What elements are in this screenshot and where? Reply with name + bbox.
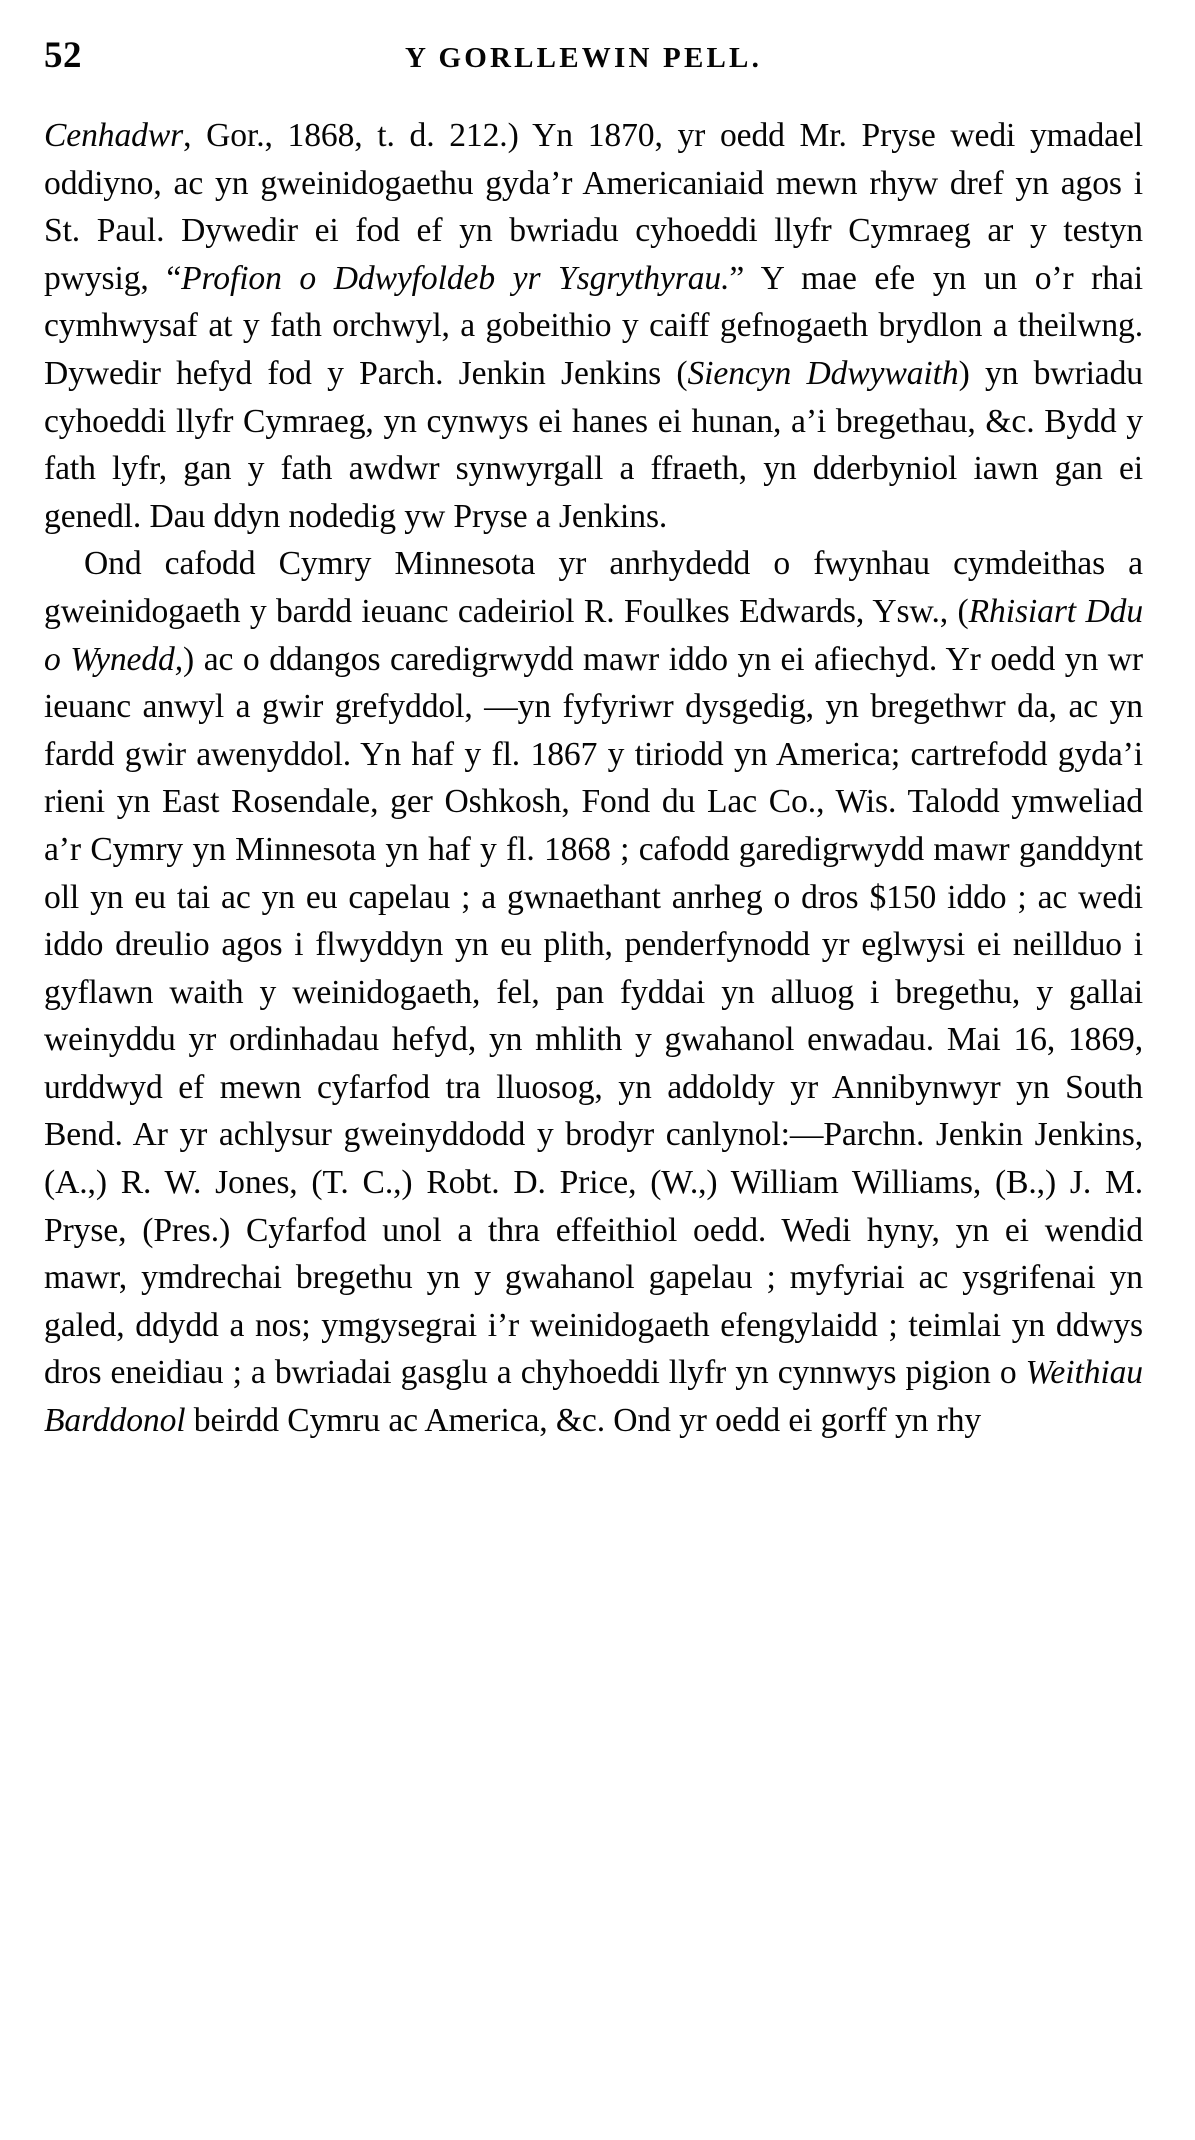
page-edge-shading [1169, 0, 1195, 2140]
italic-run: Rhisiart Ddu o Wynedd, [44, 592, 1144, 678]
italic-run: Profion o Ddwyfoldeb yr Ysgrythyrau. [181, 259, 730, 297]
text-run: Ond cafodd Cymry Minnesota yr anrhydedd o fwynhau cymdeithas a gweinidogaeth y bardd ieuanc cadeiriol R. Foulkes Edwards, Ysw., ( [44, 545, 1143, 630]
text-run: ) ac o ddangos caredigrwydd mawr iddo yn ei afiechyd. Yr oedd yn wr ieuanc anwyl a gwir grefyddol, —yn fyfyriwr dysgedig, yn bregethwr da, ac yn fardd gwir awenyddol. Yn haf y fl. 1867 y tiriodd yn America; cartrefodd gyda’i rieni yn East Rosendale, ger Oshkosh, Fond du Lac Co., Wis. Talodd ymweliad a’r Cymry yn Minnesota yn haf y fl. 1868 ; cafodd garedigrwydd mawr ganddynt oll yn eu tai ac yn eu capelau ; a gwnaethant anrheg o dros $150 iddo ; ac wedi iddo dreulio agos i flwyddyn yn eu plith, penderfynodd yr eglwysi ei neillduo i gyflawn waith y weinidogaeth, fel, pan fyddai yn alluog i bregethu, y gallai weinyddu yr ordinhadau hefyd, yn mhlith y gwahanol enwadau. Mai 16, 1869, urddwyd ef mewn cyfarfod tra lluosog, yn addoldy yr Annibynwyr yn South Bend. Ar yr achlysur gweinyddodd y brodyr canlynol:—Parchn. Jenkin Jenkins, (A.,) R. W. Jones, (T. C.,) Robt. D. Price, (W.,) William Williams, (B.,) J. M. Pryse, (Pres.) Cyfarfod unol a thra effeithiol oedd. Wedi hyny, yn ei wendid mawr, ymdrechai bregethu yn y gwahanol gapelau ; myfyriai ac ysgrifenai yn galed, ddydd a nos; ymgysegrai i’r weinidogaeth efengylaidd ; teimlai yn ddwys dros eneidiau ; a bwriadai gasglu a chyhoeddi llyfr yn cynnwys pigion o [44, 640, 1143, 1392]
paragraph-1 [44, 112, 1143, 540]
paragraph-2 [44, 540, 1143, 1444]
text-run: ” Y mae efe yn un o’r rhai cymhwysaf at y fath orchwyl, a gobeithio y caiff gefnogaeth brydlon a theilwng. Dywedir hefyd fod y Parch. Jenkin Jenkins ( [44, 259, 1143, 392]
running-head-title: Y GORLLEWIN PELL. [404, 42, 763, 74]
running-head [44, 34, 1143, 98]
text-run: beirdd Cymru ac America, &c. Ond yr oedd ei gorff yn rhy [185, 1402, 982, 1440]
text-run: , Gor., 1868, t. d. 212.) Yn 1870, yr oedd Mr. Pryse wedi ymadael oddiyno, ac yn gweinidogaethu gyda’r Americaniaid mewn rhyw dref yn agos i St. Paul. Dywedir ei fod ef yn bwriadu cyhoeddi llyfr Cymraeg ar y testyn pwysig, “ [44, 117, 1143, 297]
text-run: ) yn bwriadu cyhoeddi llyfr Cymraeg, yn cynwys ei hanes ei hunan, a’i bregethau, &c. Bydd y fath lyfr, gan y fath awdwr synwyrgall a ffraeth, yn dderbyniol iawn gan ei genedl. Dau ddyn nodedig yw Pryse a Jenkins. [44, 354, 1143, 535]
italic-run: Siencyn Ddwywaith [687, 354, 959, 392]
italic-run: Cenhadwr [44, 117, 184, 154]
body-text [44, 112, 1143, 1445]
page-folio: 52 [44, 35, 82, 76]
italic-run: Weithiau Barddonol [44, 1354, 1143, 1440]
